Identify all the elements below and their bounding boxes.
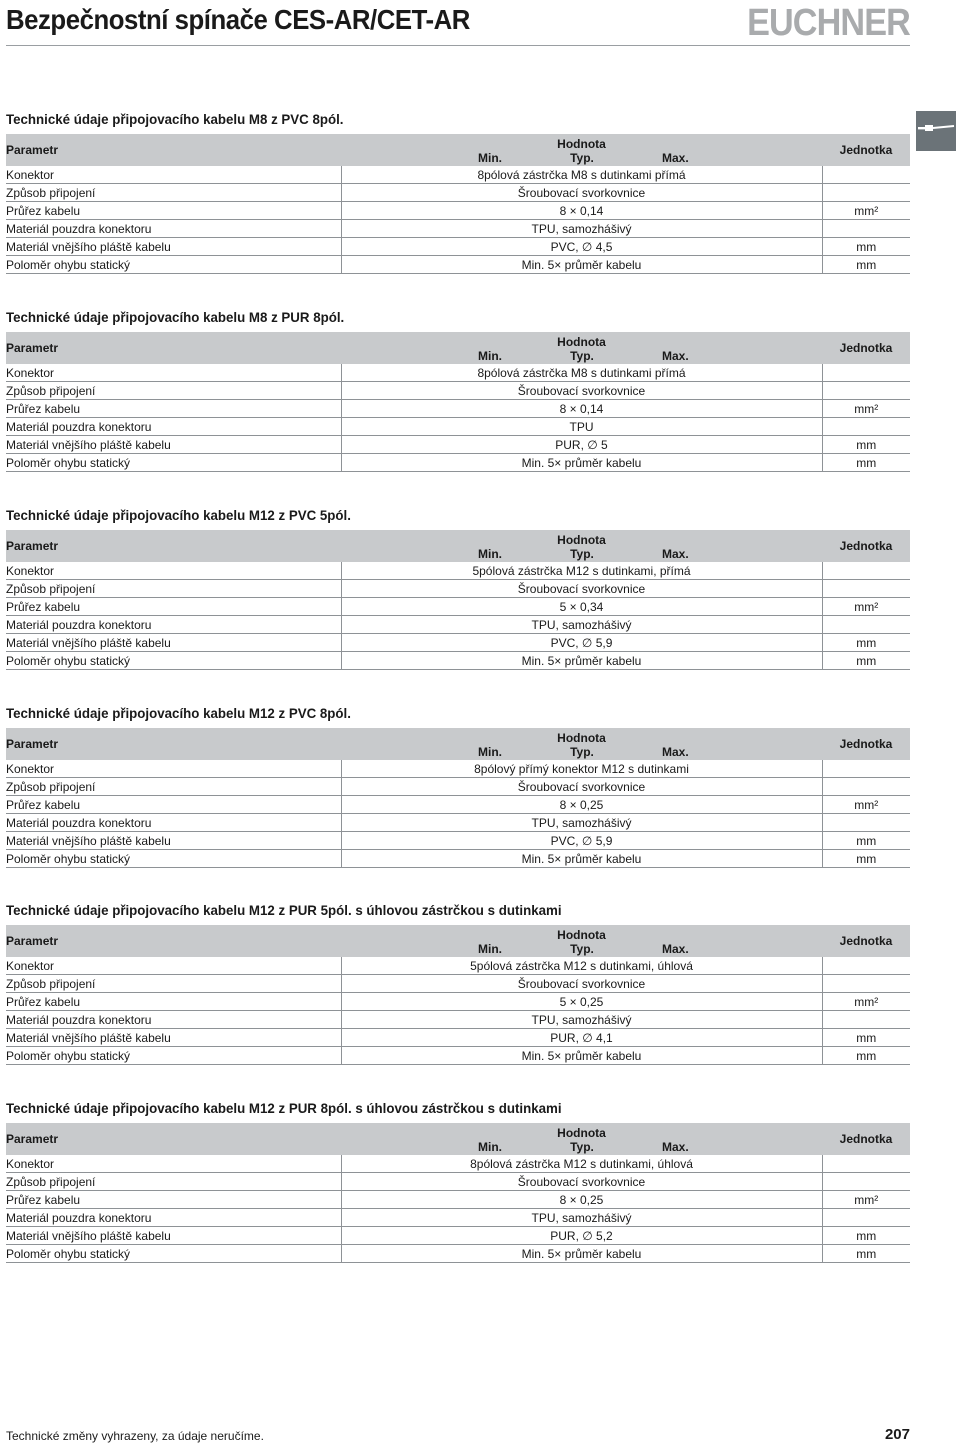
value-cell: PUR, ∅ 5 bbox=[341, 436, 822, 454]
euchner-logo: EUCHNER bbox=[747, 2, 910, 44]
col-header-min: Min. bbox=[478, 151, 502, 165]
table-row bbox=[6, 184, 910, 202]
spec-section-6 bbox=[6, 1099, 910, 1263]
col-header-hodnota: Hodnota bbox=[557, 1126, 606, 1140]
param-cell: Konektor bbox=[6, 166, 341, 184]
table-row bbox=[6, 1191, 910, 1209]
col-header-typ: Typ. bbox=[570, 151, 594, 165]
col-header-min: Min. bbox=[478, 1140, 502, 1154]
param-cell: Průřez kabelu bbox=[6, 202, 341, 220]
unit-cell bbox=[822, 382, 910, 400]
unit-cell: mm bbox=[822, 238, 910, 256]
param-cell: Způsob připojení bbox=[6, 382, 341, 400]
table-row bbox=[6, 814, 910, 832]
col-header-param: Parametr bbox=[6, 737, 59, 751]
table-row bbox=[6, 382, 910, 400]
table-row bbox=[6, 778, 910, 796]
value-cell: PVC, ∅ 5,9 bbox=[341, 634, 822, 652]
param-cell: Způsob připojení bbox=[6, 580, 341, 598]
col-header-hodnota: Hodnota bbox=[557, 335, 606, 349]
table-row bbox=[6, 166, 910, 184]
col-header-max: Max. bbox=[662, 151, 689, 165]
value-cell: Min. 5× průměr kabelu bbox=[341, 850, 822, 868]
unit-cell: mm² bbox=[822, 993, 910, 1011]
value-cell: TPU, samozhášivý bbox=[341, 1209, 822, 1227]
col-header-typ: Typ. bbox=[570, 745, 594, 759]
table-row bbox=[6, 220, 910, 238]
table-row bbox=[6, 1011, 910, 1029]
value-cell: Šroubovací svorkovnice bbox=[341, 580, 822, 598]
value-cell: 5 × 0,25 bbox=[341, 993, 822, 1011]
table-row bbox=[6, 1227, 910, 1245]
col-header-max: Max. bbox=[662, 745, 689, 759]
col-header-typ: Typ. bbox=[570, 349, 594, 363]
unit-cell bbox=[822, 166, 910, 184]
value-cell: Šroubovací svorkovnice bbox=[341, 184, 822, 202]
unit-cell: mm bbox=[822, 1029, 910, 1047]
param-cell: Materiál pouzdra konektoru bbox=[6, 616, 341, 634]
col-header-min: Min. bbox=[478, 745, 502, 759]
col-header-unit: Jednotka bbox=[839, 143, 893, 157]
table-row bbox=[6, 1029, 910, 1047]
value-cell: TPU bbox=[341, 418, 822, 436]
unit-cell: mm bbox=[822, 634, 910, 652]
header-rule bbox=[6, 45, 910, 46]
spec-section-5 bbox=[6, 901, 910, 1065]
table-row bbox=[6, 454, 910, 472]
param-cell: Materiál pouzdra konektoru bbox=[6, 1011, 341, 1029]
value-cell: Šroubovací svorkovnice bbox=[341, 975, 822, 993]
value-cell: 8 × 0,25 bbox=[341, 1191, 822, 1209]
unit-cell: mm² bbox=[822, 796, 910, 814]
table-row bbox=[6, 256, 910, 274]
col-header-min: Min. bbox=[478, 547, 502, 561]
param-cell: Způsob připojení bbox=[6, 1173, 341, 1191]
col-header-min: Min. bbox=[478, 942, 502, 956]
unit-cell bbox=[822, 616, 910, 634]
spec-table bbox=[6, 728, 910, 868]
value-cell: Min. 5× průměr kabelu bbox=[341, 1245, 822, 1263]
value-cell: Min. 5× průměr kabelu bbox=[341, 652, 822, 670]
table-row bbox=[6, 957, 910, 975]
value-cell: 5pólová zástrčka M12 s dutinkami, úhlová bbox=[341, 957, 822, 975]
unit-cell: mm² bbox=[822, 598, 910, 616]
unit-cell: mm bbox=[822, 1227, 910, 1245]
unit-cell bbox=[822, 562, 910, 580]
unit-cell: mm² bbox=[822, 1191, 910, 1209]
param-cell: Materiál pouzdra konektoru bbox=[6, 418, 341, 436]
param-cell: Způsob připojení bbox=[6, 184, 341, 202]
table-row bbox=[6, 580, 910, 598]
unit-cell bbox=[822, 364, 910, 382]
value-cell: PUR, ∅ 5,2 bbox=[341, 1227, 822, 1245]
param-cell: Konektor bbox=[6, 760, 341, 778]
value-cell: 5 × 0,34 bbox=[341, 598, 822, 616]
table-row bbox=[6, 1047, 910, 1065]
unit-cell bbox=[822, 1011, 910, 1029]
value-cell: Min. 5× průměr kabelu bbox=[341, 454, 822, 472]
table-row bbox=[6, 1155, 910, 1173]
value-cell: TPU, samozhášivý bbox=[341, 220, 822, 238]
col-header-min: Min. bbox=[478, 349, 502, 363]
unit-cell bbox=[822, 220, 910, 238]
param-cell: Průřez kabelu bbox=[6, 598, 341, 616]
table-row bbox=[6, 598, 910, 616]
table-row bbox=[6, 436, 910, 454]
col-header-max: Max. bbox=[662, 547, 689, 561]
spec-table bbox=[6, 530, 910, 670]
col-header-max: Max. bbox=[662, 942, 689, 956]
table-row bbox=[6, 760, 910, 778]
col-header-hodnota: Hodnota bbox=[557, 137, 606, 151]
unit-cell: mm bbox=[822, 1047, 910, 1065]
value-cell: TPU, samozhášivý bbox=[341, 1011, 822, 1029]
unit-cell: mm bbox=[822, 1245, 910, 1263]
unit-cell bbox=[822, 760, 910, 778]
col-header-param: Parametr bbox=[6, 539, 59, 553]
table-row bbox=[6, 1173, 910, 1191]
spec-table bbox=[6, 332, 910, 472]
param-cell: Průřez kabelu bbox=[6, 796, 341, 814]
table-row bbox=[6, 202, 910, 220]
page-title: Bezpečnostní spínače CES-AR/CET-AR bbox=[6, 4, 470, 35]
page-number: 207 bbox=[884, 1426, 910, 1443]
col-header-max: Max. bbox=[662, 1140, 689, 1154]
param-cell: Materiál vnějšího pláště kabelu bbox=[6, 1029, 341, 1047]
param-cell: Poloměr ohybu statický bbox=[6, 850, 341, 868]
param-cell: Materiál pouzdra konektoru bbox=[6, 1209, 341, 1227]
value-cell: Šroubovací svorkovnice bbox=[341, 382, 822, 400]
table-row bbox=[6, 652, 910, 670]
param-cell: Průřez kabelu bbox=[6, 1191, 341, 1209]
cable-connector-icon bbox=[916, 111, 956, 151]
unit-cell: mm bbox=[822, 652, 910, 670]
param-cell: Konektor bbox=[6, 364, 341, 382]
value-cell: 8pólová zástrčka M8 s dutinkami přímá bbox=[341, 364, 822, 382]
unit-cell: mm² bbox=[822, 202, 910, 220]
param-cell: Materiál vnějšího pláště kabelu bbox=[6, 634, 341, 652]
param-cell: Konektor bbox=[6, 1155, 341, 1173]
table-row bbox=[6, 418, 910, 436]
col-header-unit: Jednotka bbox=[839, 539, 893, 553]
value-cell: PVC, ∅ 4,5 bbox=[341, 238, 822, 256]
param-cell: Způsob připojení bbox=[6, 778, 341, 796]
section-heading: Technické údaje připojovacího kabelu M12 z PVC 5pól. bbox=[6, 507, 351, 523]
value-cell: 5pólová zástrčka M12 s dutinkami, přímá bbox=[341, 562, 822, 580]
table-row bbox=[6, 238, 910, 256]
spec-section-4 bbox=[6, 704, 910, 868]
spec-table bbox=[6, 1123, 910, 1263]
table-row bbox=[6, 1209, 910, 1227]
param-cell: Průřez kabelu bbox=[6, 993, 341, 1011]
param-cell: Poloměr ohybu statický bbox=[6, 454, 341, 472]
unit-cell bbox=[822, 580, 910, 598]
unit-cell bbox=[822, 184, 910, 202]
value-cell: PUR, ∅ 4,1 bbox=[341, 1029, 822, 1047]
unit-cell: mm bbox=[822, 436, 910, 454]
param-cell: Materiál vnějšího pláště kabelu bbox=[6, 238, 341, 256]
value-cell: PVC, ∅ 5,9 bbox=[341, 832, 822, 850]
unit-cell bbox=[822, 778, 910, 796]
table-row bbox=[6, 1245, 910, 1263]
unit-cell bbox=[822, 975, 910, 993]
col-header-hodnota: Hodnota bbox=[557, 533, 606, 547]
value-cell: TPU, samozhášivý bbox=[341, 616, 822, 634]
unit-cell bbox=[822, 1155, 910, 1173]
table-row bbox=[6, 634, 910, 652]
col-header-max: Max. bbox=[662, 349, 689, 363]
section-heading: Technické údaje připojovacího kabelu M12 z PUR 5pól. s úhlovou zástrčkou s dutinkami bbox=[6, 902, 562, 918]
param-cell: Materiál vnějšího pláště kabelu bbox=[6, 436, 341, 454]
unit-cell bbox=[822, 418, 910, 436]
value-cell: 8 × 0,25 bbox=[341, 796, 822, 814]
value-cell: 8 × 0,14 bbox=[341, 202, 822, 220]
col-header-typ: Typ. bbox=[570, 1140, 594, 1154]
value-cell: Šroubovací svorkovnice bbox=[341, 1173, 822, 1191]
col-header-unit: Jednotka bbox=[839, 341, 893, 355]
unit-cell bbox=[822, 1173, 910, 1191]
col-header-hodnota: Hodnota bbox=[557, 731, 606, 745]
param-cell: Způsob připojení bbox=[6, 975, 341, 993]
col-header-unit: Jednotka bbox=[839, 934, 893, 948]
value-cell: 8pólová zástrčka M12 s dutinkami, úhlová bbox=[341, 1155, 822, 1173]
value-cell: 8pólový přímý konektor M12 s dutinkami bbox=[341, 760, 822, 778]
value-cell: Min. 5× průměr kabelu bbox=[341, 256, 822, 274]
section-heading: Technické údaje připojovacího kabelu M12 z PVC 8pól. bbox=[6, 705, 351, 721]
footer-note: Technické změny vyhrazeny, za údaje neručíme. bbox=[6, 1429, 264, 1443]
unit-cell: mm bbox=[822, 832, 910, 850]
spec-table bbox=[6, 134, 910, 274]
col-header-param: Parametr bbox=[6, 934, 59, 948]
spec-table bbox=[6, 925, 910, 1065]
value-cell: Min. 5× průměr kabelu bbox=[341, 1047, 822, 1065]
spec-section-3 bbox=[6, 506, 910, 670]
table-row bbox=[6, 975, 910, 993]
value-cell: TPU, samozhášivý bbox=[341, 814, 822, 832]
col-header-typ: Typ. bbox=[570, 547, 594, 561]
section-heading: Technické údaje připojovacího kabelu M12 z PUR 8pól. s úhlovou zástrčkou s dutinkami bbox=[6, 1100, 562, 1116]
table-row bbox=[6, 616, 910, 634]
param-cell: Materiál pouzdra konektoru bbox=[6, 814, 341, 832]
param-cell: Poloměr ohybu statický bbox=[6, 1245, 341, 1263]
value-cell: 8pólová zástrčka M8 s dutinkami přímá bbox=[341, 166, 822, 184]
unit-cell bbox=[822, 957, 910, 975]
col-header-param: Parametr bbox=[6, 341, 59, 355]
table-row bbox=[6, 364, 910, 382]
section-heading: Technické údaje připojovacího kabelu M8 z PUR 8pól. bbox=[6, 309, 345, 325]
col-header-hodnota: Hodnota bbox=[557, 928, 606, 942]
table-row bbox=[6, 562, 910, 580]
table-row bbox=[6, 993, 910, 1011]
param-cell: Konektor bbox=[6, 957, 341, 975]
side-tab bbox=[916, 111, 956, 151]
param-cell: Materiál vnějšího pláště kabelu bbox=[6, 1227, 341, 1245]
param-cell: Průřez kabelu bbox=[6, 400, 341, 418]
param-cell: Poloměr ohybu statický bbox=[6, 1047, 341, 1065]
col-header-unit: Jednotka bbox=[839, 737, 893, 751]
section-heading: Technické údaje připojovacího kabelu M8 z PVC 8pól. bbox=[6, 111, 344, 127]
col-header-param: Parametr bbox=[6, 1132, 59, 1146]
table-row bbox=[6, 400, 910, 418]
col-header-typ: Typ. bbox=[570, 942, 594, 956]
param-cell: Konektor bbox=[6, 562, 341, 580]
table-row bbox=[6, 796, 910, 814]
spec-section-2 bbox=[6, 308, 910, 472]
col-header-unit: Jednotka bbox=[839, 1132, 893, 1146]
unit-cell bbox=[822, 1209, 910, 1227]
unit-cell: mm bbox=[822, 454, 910, 472]
table-row bbox=[6, 832, 910, 850]
value-cell: Šroubovací svorkovnice bbox=[341, 778, 822, 796]
param-cell: Materiál pouzdra konektoru bbox=[6, 220, 341, 238]
table-row bbox=[6, 850, 910, 868]
value-cell: 8 × 0,14 bbox=[341, 400, 822, 418]
param-cell: Poloměr ohybu statický bbox=[6, 256, 341, 274]
unit-cell bbox=[822, 814, 910, 832]
param-cell: Materiál vnějšího pláště kabelu bbox=[6, 832, 341, 850]
param-cell: Poloměr ohybu statický bbox=[6, 652, 341, 670]
unit-cell: mm² bbox=[822, 400, 910, 418]
spec-section-1 bbox=[6, 110, 910, 274]
col-header-param: Parametr bbox=[6, 143, 59, 157]
unit-cell: mm bbox=[822, 850, 910, 868]
unit-cell: mm bbox=[822, 256, 910, 274]
